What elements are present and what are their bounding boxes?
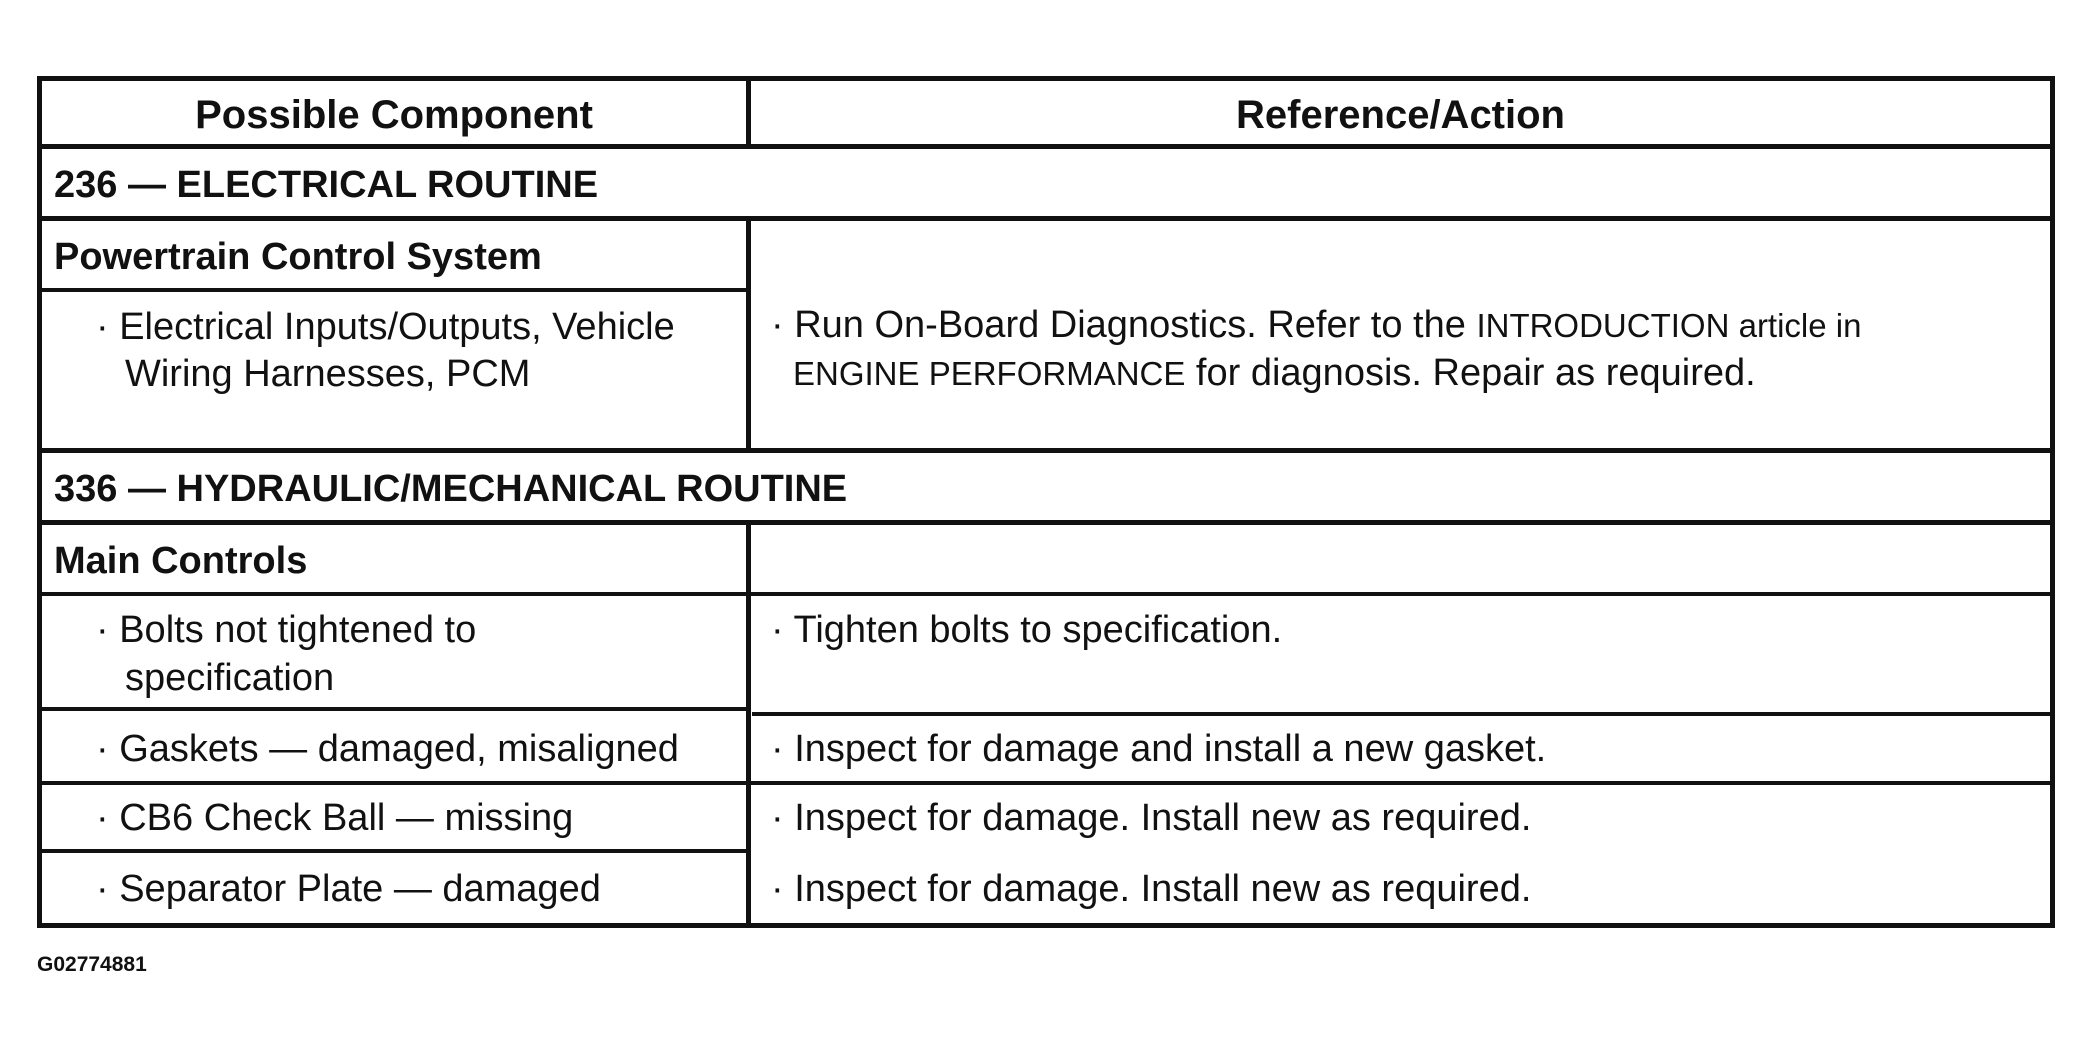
row1-bottom-rule-left [42,707,748,711]
row2-action: · Inspect for damage and install a new gasket. [771,728,1547,770]
row3-bottom-rule-left [42,849,748,853]
row4-component: · Separator Plate — damaged [96,868,601,910]
row1-bottom-rule-right [752,712,2050,716]
section1-title: 236 — ELECTRICAL ROUTINE [54,164,599,206]
header-possible-component: Possible Component [195,93,593,137]
action-text: · Run On-Board Diagnostics. Refer to the [771,304,1477,346]
section2-title-bottom-rule [42,520,2050,525]
row2-bottom-rule [42,781,2050,785]
introduction-reference: INTRODUCTION [1476,307,1730,344]
header-reference-action: Reference/Action [1236,93,1565,137]
section1-group-powertrain-control-system: Powertrain Control System [54,236,542,278]
row4-action: · Inspect for damage. Install new as required. [771,868,1532,910]
section1-action-line2 [793,350,1756,397]
row1-component-line2: specification [125,657,335,699]
engine-performance-reference: ENGINE PERFORMANCE [793,355,1186,392]
column-divider-section2 [746,522,751,926]
column-divider-section1 [746,218,751,450]
figure-id: G02774881 [37,953,147,976]
section2-group-bottom-rule [42,592,2050,596]
section1-group-bottom-rule [42,288,748,292]
section2-group-main-controls: Main Controls [54,540,308,582]
row3-action: · Inspect for damage. Install new as required. [771,797,1532,839]
diagnosis-text: for diagnosis. Repair as required. [1185,352,1756,394]
row1-component-line1: · Bolts not tightened to [96,609,477,651]
section1-bottom-rule [42,448,2050,453]
header-bottom-rule [42,144,2050,149]
article-text: article in [1729,307,1862,344]
section1-action-line1 [771,302,1861,349]
row3-component: · CB6 Check Ball — missing [96,797,574,839]
section1-item-line2: Wiring Harnesses, PCM [125,353,531,395]
section1-item-line1: · Electrical Inputs/Outputs, Vehicle [96,306,675,348]
row1-action: · Tighten bolts to specification. [771,609,1283,651]
section2-title: 336 — HYDRAULIC/MECHANICAL ROUTINE [54,468,848,510]
section1-title-bottom-rule [42,216,2050,221]
row2-component: · Gaskets — damaged, misaligned [96,728,679,770]
